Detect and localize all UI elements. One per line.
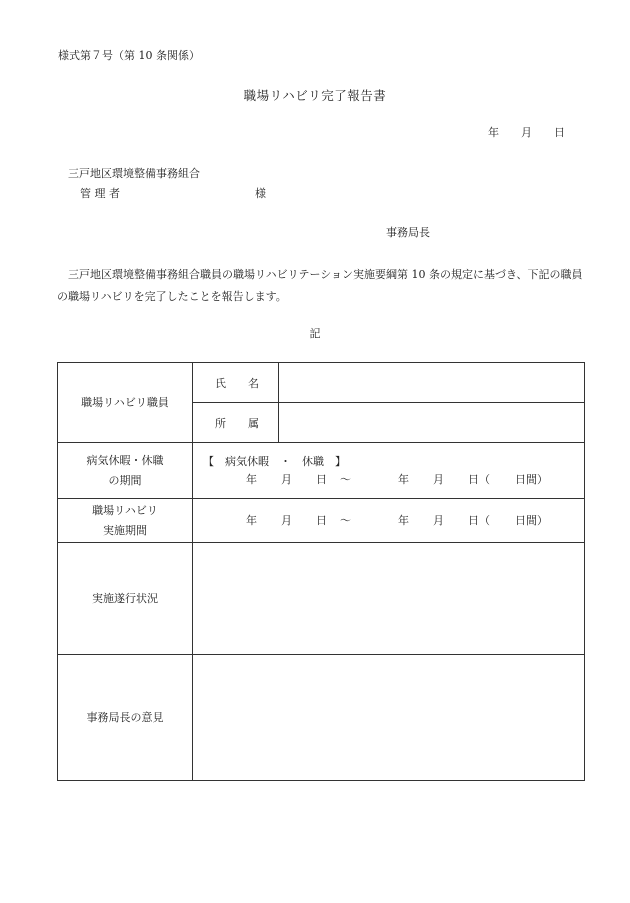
status-value-cell[interactable] (193, 543, 585, 655)
sender: 事務局長 (386, 226, 430, 239)
leave-label-line2: の期間 (108, 473, 142, 487)
rehab-label-line2: 実施期間 (103, 523, 147, 537)
rehab-label-cell (58, 499, 193, 543)
rehab-end-month: 月 (433, 513, 444, 527)
leave-label-line1: 病気休暇・休職 (86, 453, 164, 467)
leave-start-year: 年 (246, 472, 257, 486)
dept-label-cell (193, 403, 279, 443)
leave-period-line (193, 471, 584, 489)
leave-start-day: 日 (316, 472, 327, 486)
employee-label: 職場リハビリ職員 (81, 395, 169, 409)
addressee-organization: 三戸地区環境整備事務組合 (68, 167, 200, 180)
rehab-tilde: ～ (340, 513, 351, 527)
rehab-value-cell[interactable] (193, 499, 585, 543)
leave-type: 【 病気休暇 ・ 休職 】 (203, 454, 346, 468)
report-date (488, 124, 565, 140)
form-number: 様式第７号（第 10 条関係） (58, 49, 200, 62)
name-label-cell (193, 363, 279, 403)
rehab-period-line (193, 512, 584, 530)
body-text (57, 264, 587, 308)
rehab-end-day: 日（ (468, 513, 490, 527)
rehab-end-year: 年 (398, 513, 409, 527)
dept-label-b: 属 (248, 416, 259, 430)
opinion-label-cell (58, 655, 193, 781)
name-label-b: 名 (248, 376, 259, 390)
date-day-label: 日 (554, 126, 565, 139)
addressee-role: 管 理 者 (80, 187, 120, 200)
leave-label-cell (58, 443, 193, 499)
date-month-label: 月 (521, 126, 532, 139)
name-label-a: 氏 (215, 376, 226, 390)
leave-days: 日間） (515, 472, 548, 486)
rehab-label-line1: 職場リハビリ (92, 503, 158, 517)
leave-end-day: 日（ (468, 472, 490, 486)
leave-value-cell[interactable] (193, 443, 585, 499)
opinion-label: 事務局長の意見 (86, 710, 164, 724)
rehab-days: 日間） (515, 513, 548, 527)
report-table (57, 362, 585, 781)
leave-start-month: 月 (281, 472, 292, 486)
dept-label-a: 所 (215, 416, 226, 430)
employee-label-cell (58, 363, 193, 443)
rehab-start-day: 日 (316, 513, 327, 527)
rehab-start-year: 年 (246, 513, 257, 527)
page-title: 職場リハビリ完了報告書 (243, 88, 387, 103)
leave-tilde: ～ (340, 472, 351, 486)
status-label-cell (58, 543, 193, 655)
ki-heading: 記 (309, 327, 321, 340)
leave-type-line (193, 453, 584, 471)
status-label: 実施遂行状況 (92, 591, 158, 605)
addressee-honorific: 様 (255, 187, 266, 200)
dept-value-cell[interactable] (279, 403, 585, 443)
body-paragraph: 三戸地区環境整備事務組合職員の職場リハビリテーション実施要綱第 10 条の規定に基づき、下記の職員の職場リハビリを完了したことを報告します。 (57, 268, 583, 303)
name-value-cell[interactable] (279, 363, 585, 403)
addressee-line (80, 185, 266, 201)
leave-end-year: 年 (398, 472, 409, 486)
date-year-label: 年 (488, 126, 499, 139)
opinion-value-cell[interactable] (193, 655, 585, 781)
leave-end-month: 月 (433, 472, 444, 486)
rehab-start-month: 月 (281, 513, 292, 527)
